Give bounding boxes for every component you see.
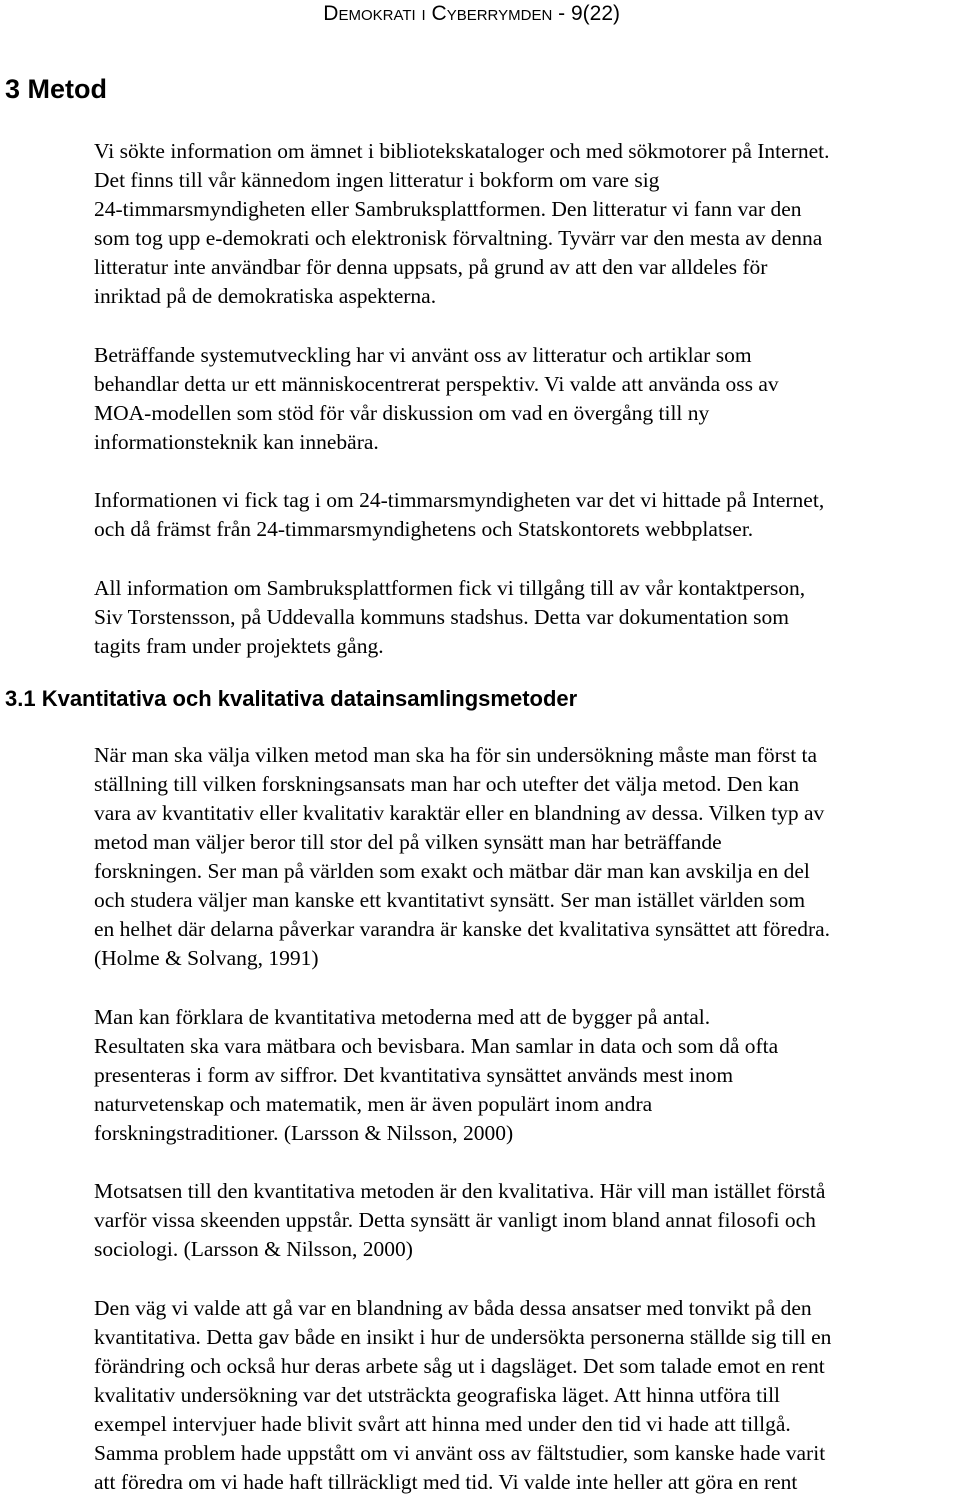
text-line: (Holme & Solvang, 1991) [94, 946, 319, 970]
header-title-first-word: emokrati [338, 2, 416, 25]
text-line: att föredra om vi hade haft tillräckligt med tid. Vi valde inte heller att göra en rent [94, 1469, 798, 1494]
text-line: vara av kvantitativ eller kvalitativ karaktär eller en blandning av dessa. Vilken typ av [94, 801, 825, 825]
text-line: varför vissa skeenden uppstår. Detta synsätt är vanligt inom bland annat filosofi och [94, 1208, 816, 1232]
text-line: Man kan förklara de kvantitativa metoderna med att de bygger på antal. [94, 1004, 711, 1029]
text-line: tagits fram under projektets gång. [94, 633, 384, 658]
text-line: inriktad på de demokratiska aspekterna. [94, 284, 437, 308]
text-line: 24-timmarsmyndigheten eller Sambruksplattformen. Den litteratur vi fann var den [94, 197, 802, 221]
text-line: All information om Sambruksplattformen fick vi tillgång till av vår kontaktperson, [94, 575, 806, 600]
text-line: Vi sökte information om ämnet i bibliotekskataloger och med sökmotorer på Internet. [94, 139, 830, 163]
text-line: Beträffande systemutveckling har vi använt oss av litteratur och artiklar som [94, 342, 752, 367]
header-title-second-word: yberrymden [446, 2, 553, 25]
text-line: exempel intervjuer hade blivit svårt att hinna med under den tid vi hade att tillgå. [94, 1411, 791, 1436]
text-line: litteratur inte användbar för denna uppsats, på grund av att den var alldeles för [94, 255, 768, 279]
header-title-second-initial: C [431, 2, 447, 25]
text-line: Samma problem hade uppstått om vi använt oss av fältstudier, som kanske hade varit [94, 1440, 826, 1465]
text-line: sociologi. (Larsson & Nilsson, 2000) [94, 1237, 413, 1261]
text-line: metod man väljer beror till stor del på vilken synsätt man har beträffande [94, 830, 722, 854]
text-line: När man ska välja vilken metod man ska ha för sin undersökning måste man först ta [94, 743, 818, 767]
text-line: ställning till vilken forskningsansats man har och utefter det välja metod. Den kan [94, 772, 800, 796]
page-number: - 9(22) [558, 2, 620, 25]
text-line: naturvetenskap och matematik, men är även populärt inom andra [94, 1091, 653, 1116]
section-heading: 3 Metod [5, 74, 108, 104]
text-line: en helhet där delarna påverkar varandra är kanske det kvalitativa synsättet att föredra. [94, 917, 831, 941]
text-line: Resultaten ska vara mätbara och bevisbara. Man samlar in data och som då ofta [94, 1033, 779, 1058]
running-header [323, 2, 620, 26]
text-line: MOA-modellen som stöd för vår diskussion om vad en övergång till ny [94, 400, 710, 425]
text-line: och då främst från 24-timmarsmyndighetens och Statskontorets webbplatser. [94, 517, 754, 541]
text-line: Informationen vi fick tag i om 24-timmarsmyndigheten var det vi hittade på Internet, [94, 488, 825, 512]
text-line: informationsteknik kan innebära. [94, 429, 379, 454]
subsection-body [94, 741, 960, 1497]
text-line: som tog upp e-demokrati och elektronisk förvaltning. Tyvärr var den mesta av denna [94, 226, 823, 250]
text-line: forskningen. Ser man på världen som exakt och mätbar där man kan avskilja en del [94, 859, 810, 883]
subsection-heading: 3.1 Kvantitativa och kvalitativa datainsamlingsmetoder [5, 686, 578, 711]
text-line: forskningstraditioner. (Larsson & Nilsson, 2000) [94, 1120, 514, 1145]
text-line: Det finns till vår kännedom ingen litteratur i bokform om vare sig [94, 168, 660, 192]
text-line: Siv Torstensson, på Uddevalla kommuns stadshus. Detta var dokumentation som [94, 604, 789, 629]
text-line: kvalitativ undersökning var det utsträckta geografiska läget. Att hinna utföra till [94, 1382, 781, 1407]
text-line: behandlar detta ur ett människocentrerat perspektiv. Vi valde att använda oss av [94, 371, 779, 396]
text-line: presenteras i form av siffror. Det kvantitativa synsättet används mest inom [94, 1062, 734, 1087]
text-line: kvantitativa. Detta gav både en insikt i hur de undersökta personerna ställde sig till en [94, 1324, 832, 1349]
header-title-first-initial: D [323, 2, 339, 25]
text-line: Motsatsen till den kvantitativa metoden är den kvalitativa. Här vill man istället förstå [94, 1179, 826, 1203]
text-line: förändring och också hur deras arbete såg ut i dagsläget. Det som talade emot en rent [94, 1353, 825, 1378]
section-body [94, 137, 960, 661]
text-line: Den väg vi valde att gå var en blandning av båda dessa ansatser med tonvikt på den [94, 1295, 812, 1320]
text-line: och studera väljer man kanske ett kvantitativt synsätt. Ser man istället världen som [94, 888, 806, 912]
header-title-connector: i [421, 2, 426, 25]
